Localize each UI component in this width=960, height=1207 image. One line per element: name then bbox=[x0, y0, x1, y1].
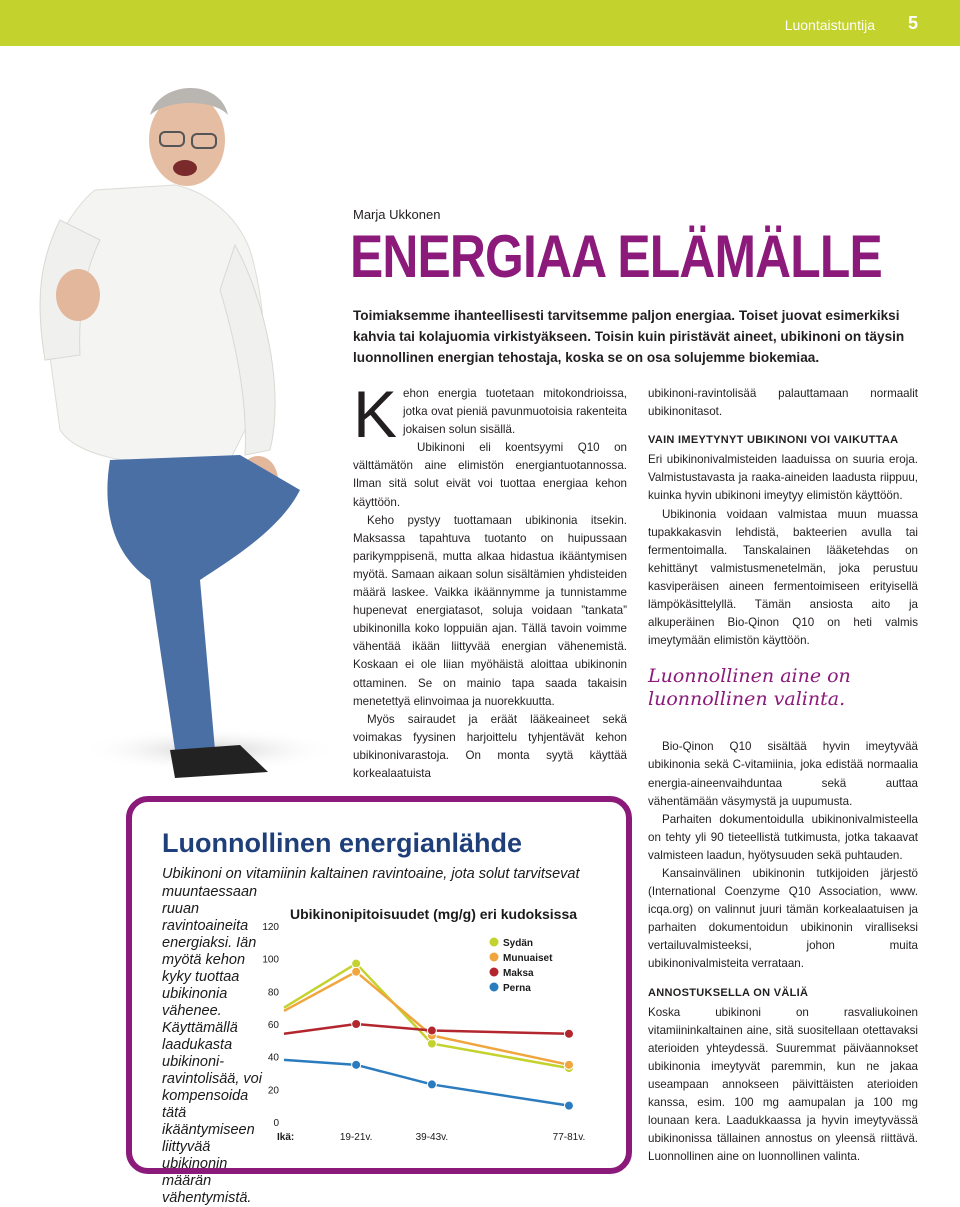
legend-label: Maksa bbox=[503, 968, 534, 979]
y-tick-label: 60 bbox=[267, 1020, 279, 1031]
paragraph: Bio-Qinon Q10 sisältää hyvin imeytyvää ubikinonia sekä C-vitamiinia, joka edistää normaalia energia-aineenvaihduntaa sekä auttaa vähentämään väsymystä ja uupumusta. bbox=[648, 740, 918, 808]
legend-marker bbox=[490, 968, 499, 977]
column-1 bbox=[353, 377, 627, 783]
line-chart bbox=[132, 802, 626, 1168]
column-2 bbox=[648, 385, 918, 1166]
section-title: Luontaistuntija bbox=[784, 17, 875, 33]
y-tick-label: 20 bbox=[267, 1085, 279, 1097]
subheading: VAIN IMEYTYNYT UBIKINONI VOI VAIKUTTAA bbox=[648, 434, 899, 447]
paragraph: Ubikinoni eli koentsyymi Q10 on välttämätön aine elimistön energiantuotannossa. Ilman sitä solut eivät voi tuottaa energiaa kehon käyttöön. bbox=[353, 441, 627, 509]
y-tick-label: 40 bbox=[267, 1052, 279, 1064]
header-bar bbox=[0, 0, 960, 46]
lead-paragraph: Toimiaksemme ihanteellisesti tarvitsemme paljon energiaa. Toiset juovat esimerkiksi kahvia tai kolajuomia virkistyäkseen. Toisin kuin piristävät aineet, ubikinoni on täysin luonnollinen energian tehostaja, koska se on osa solujemme biokemiaa. bbox=[353, 308, 905, 365]
drop-cap: K bbox=[353, 377, 398, 451]
paragraph: Myös sairaudet ja eräät lääkeaineet sekä voimakas fyysinen harjoittelu tyhjentävät kehon ubikinonivarastoja. On monta syytä käyttää korkealaatuista bbox=[353, 712, 627, 780]
series-line bbox=[284, 1060, 569, 1106]
author-name: Marja Ukkonen bbox=[353, 207, 441, 222]
data-point bbox=[564, 1060, 573, 1069]
subheading: ANNOSTUKSELLA ON VÄLIÄ bbox=[648, 986, 809, 999]
y-tick-label: 100 bbox=[262, 954, 279, 966]
paragraph: Kansainvälinen ubikinonin tutkijoiden järjestö (International Coenzyme Q10 Association, www. icqa.org) on valinnut juuri tämän korkealaatuisen ja parhaiten dokumentoidun ubikinonin viralliseksi vertailuvalmisteeksi, johon muita ubikinonivalmisteita verrataan. bbox=[648, 866, 918, 971]
data-point bbox=[352, 967, 361, 976]
legend-marker bbox=[490, 953, 499, 962]
paragraph: Parhaiten dokumentoidulla ubikinonivalmisteella on tehty yli 90 tieteellistä tutkimusta, jotka takaavat valmisteen laadun, hyötysuuden sekä puhtauden. bbox=[648, 812, 918, 862]
page-number: 5 bbox=[907, 13, 918, 33]
headline: ENERGIAA ELÄMÄLLE bbox=[350, 223, 882, 290]
infographic-box bbox=[126, 796, 632, 1206]
legend-label: Perna bbox=[503, 983, 531, 994]
data-point bbox=[427, 1080, 436, 1089]
chart-title: Ubikinonipitoisuudet (mg/g) eri kudoksissa bbox=[290, 906, 578, 922]
data-point bbox=[564, 1101, 573, 1110]
infobox-title: Luonnollinen energianlähde bbox=[162, 828, 523, 858]
paragraph: Koska ubikinoni on rasvaliukoinen vitamiininkaltainen aine, sitä suositellaan otettavaksi aterioiden yhteydessä. Suuremmat päiväannokset ubikinonia imeytyvät paremmin, kun ne jakaa useampaan annokseen päivittäisten aterioiden kanssa, esim. 100 mg aamupalan ja 100 mg lounaan kera. Laadukkaassa ja hyvin imeytyvässä ubikinonissa tällainen annostus on yleensä riittävä. Luonnollinen aine on luonnollinen valinta. bbox=[648, 1005, 918, 1164]
y-tick-label: 0 bbox=[273, 1118, 279, 1129]
paragraph: ubikinoni-ravintolisää palauttamaan normaalit ubikinonitasot. bbox=[648, 387, 918, 419]
legend-marker bbox=[490, 938, 499, 947]
data-point bbox=[352, 1060, 361, 1069]
paragraph: Ubikinonia voidaan valmistaa muun muassa tupakkakasvin lehdistä, bakteerien avulla tai fermentoimalla. Tanskalainen lääketehdas on kehittänyt valmistusmenetelmän, joka perustuu kasviperäisen aineen fermentoimiseen erityisellä lämpökäsittelyllä. Tämän ansiosta aito ja alkuperäinen Bio-Qinon Q10 on heti valmis imeytymään elimistön käyttöön. bbox=[648, 507, 918, 648]
series-line bbox=[284, 964, 569, 1069]
data-point bbox=[427, 1039, 436, 1048]
x-tick-label: 19-21v. bbox=[339, 1132, 373, 1143]
paragraph: Keho pystyy tuottamaan ubikinonia itsekin. Maksassa tapahtuva tuotanto on huipussaan parikymppisenä, mutta alkaa hidastua ikääntymisen myötä. Samaan aikaan solun sisältämien yhdisteiden määrä laskee. Vaikka ikäännymme ja tunnistamme hupenevat energiatasot, soluja voidaan ”tankata” ubikinonilla koko loppuiän ajan. Tällä tavoin voimme vähentää ikään liittyvää energian vähenemistä. Koskaan ei ole liian myöhäistä aloittaa ubikinonin ottaminen. Se on mainio tapa saada takaisin menetettyä elinvoimaa ja nuorekkuutta. bbox=[353, 513, 627, 708]
paragraph: ehon energia tuotetaan mitokondrioissa, jotka ovat pieniä pavunmuotoisia rakenteita jokaisen solun sisällä. bbox=[403, 387, 627, 437]
data-point bbox=[427, 1026, 436, 1035]
data-point bbox=[564, 1029, 573, 1038]
infobox-intro: Ubikinoni on vitamiinin kaltainen ravintoaine, jota solut tarvitsevat bbox=[162, 866, 580, 882]
x-axis-label: Ikä: bbox=[277, 1132, 295, 1143]
legend-label: Munuaiset bbox=[503, 953, 553, 964]
legend-label: Sydän bbox=[503, 938, 534, 949]
man-photo bbox=[0, 60, 340, 780]
paragraph: Eri ubikinonivalmisteiden laaduissa on suuria eroja. Valmistustavasta ja raaka-aineiden laadusta riippuu, kuinka hyvin ubikinoni imeytyy elimistön käyttöön. bbox=[648, 453, 918, 503]
y-tick-label: 80 bbox=[267, 987, 279, 999]
y-tick-label: 120 bbox=[262, 922, 279, 933]
pull-quote: Luonnollinen aine on luonnollinen valinta. bbox=[648, 665, 851, 711]
x-tick-label: 77-81v. bbox=[552, 1132, 586, 1143]
data-point bbox=[352, 1020, 361, 1029]
infobox-side-text: muuntaessaan ruuan ravintoaineita energiaksi. Iän myötä kehon kyky tuottaa ubikinonia vähenee. Käyttämällä laadukasta ubikinoni-ravintolisää, voi kompensoida tätä ikääntymiseen liittyvää ubikinonin määrän vähentymistä. bbox=[162, 884, 262, 1206]
x-tick-label: 39-43v. bbox=[415, 1132, 449, 1143]
data-point bbox=[352, 959, 361, 968]
legend-marker bbox=[490, 983, 499, 992]
